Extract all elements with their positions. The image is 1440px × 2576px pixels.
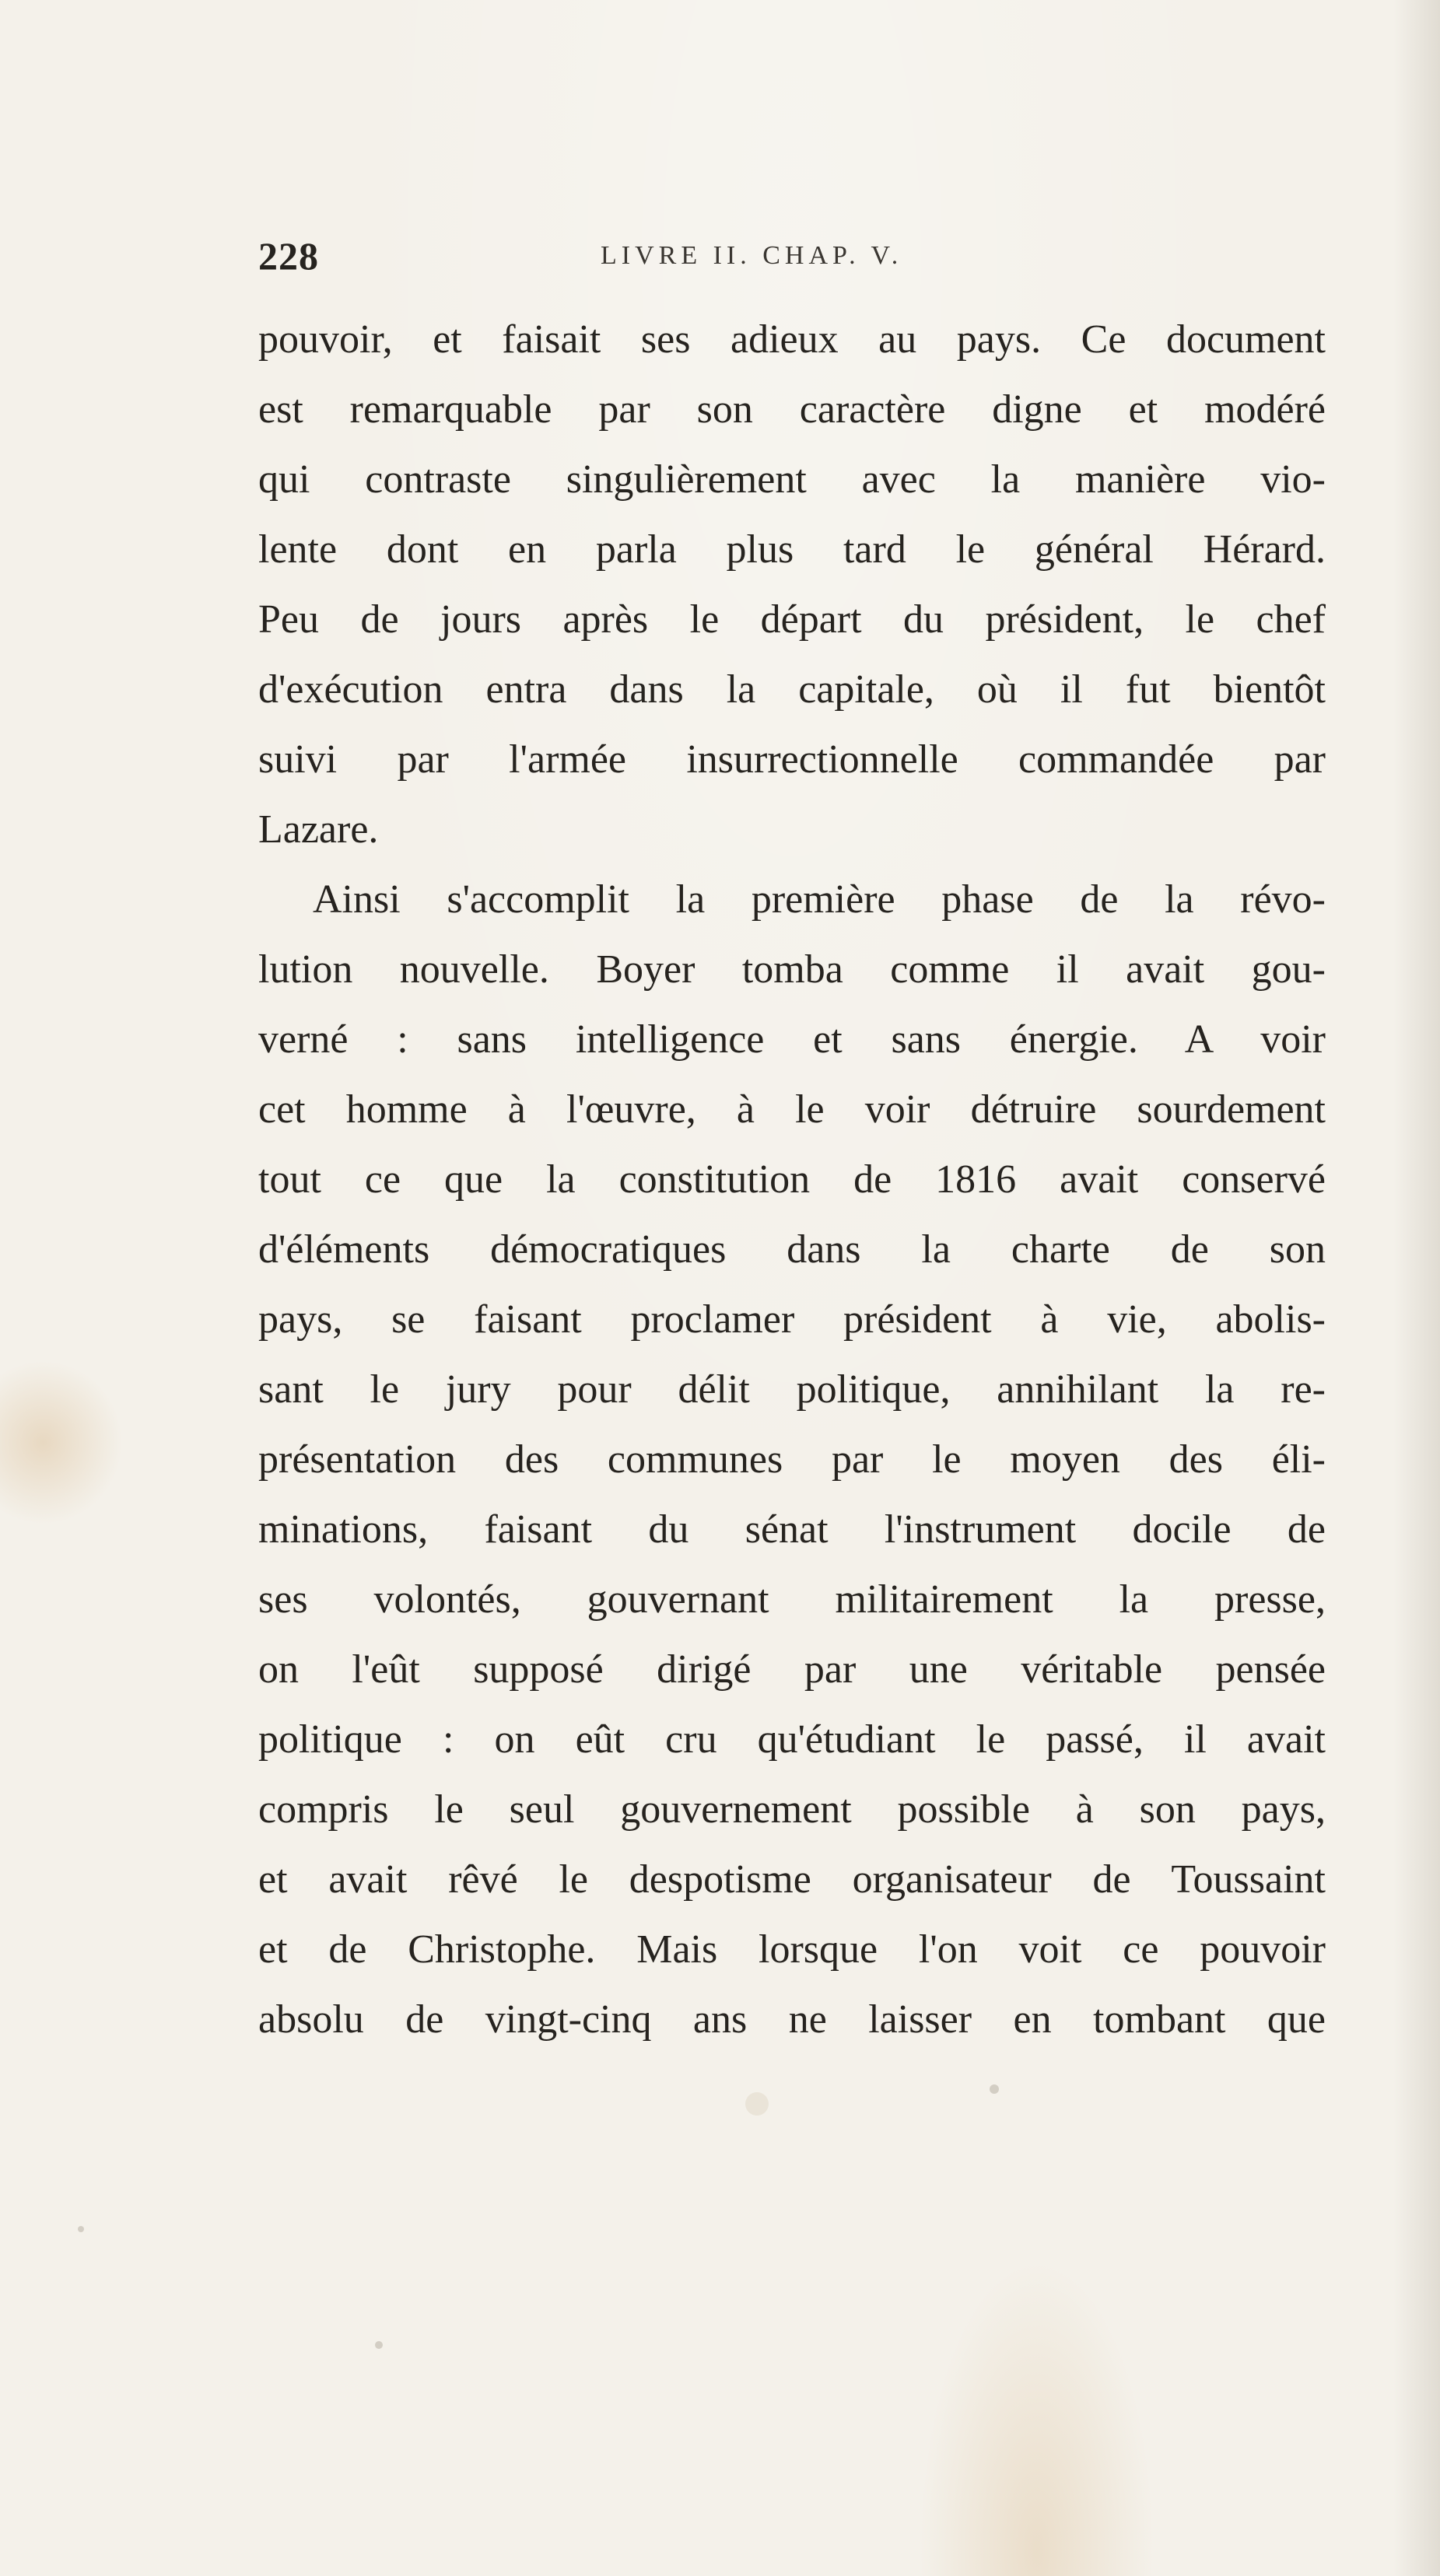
text-line: d'éléments démocratiques dans la charte de son [258, 1227, 1326, 1272]
page-edge-shadow [1393, 0, 1440, 2576]
text-line: lution nouvelle. Boyer tomba comme il avait gou- [258, 947, 1326, 992]
text-line: ses volontés, gouvernant militairement la presse, [258, 1577, 1326, 1622]
running-head: LIVRE II. CHAP. V. [601, 241, 903, 270]
text-line: tout ce que la constitution de 1816 avait conservé [258, 1157, 1326, 1202]
text-line: est remarquable par son caractère digne et modéré [258, 387, 1326, 432]
paper-speck [990, 2084, 999, 2094]
page-header [258, 233, 1332, 296]
text-line: Lazare. [258, 807, 379, 852]
text-line: lente dont en parla plus tard le général Hérard. [258, 527, 1326, 572]
text-line: qui contraste singulièrement avec la manière vio- [258, 457, 1326, 502]
body-text [258, 305, 1326, 2055]
text-line: Ainsi s'accomplit la première phase de la révo- [313, 877, 1326, 922]
paper-speck [375, 2341, 383, 2349]
text-line: compris le seul gouvernement possible à son pays, [258, 1787, 1326, 1832]
text-line: absolu de vingt-cinq ans ne laisser en tombant que [258, 1997, 1326, 2042]
text-line: suivi par l'armée insurrectionnelle commandée par [258, 737, 1326, 782]
text-line: verné : sans intelligence et sans énergie. A voir [258, 1017, 1326, 1062]
paper-speck [745, 2092, 769, 2116]
text-line: minations, faisant du sénat l'instrument docile de [258, 1507, 1326, 1552]
text-line: pays, se faisant proclamer président à vie, abolis- [258, 1297, 1326, 1342]
text-line: présentation des communes par le moyen des éli- [258, 1437, 1326, 1482]
text-line: et de Christophe. Mais lorsque l'on voit ce pouvoir [258, 1927, 1326, 1972]
page-number: 228 [258, 234, 319, 278]
text-line: sant le jury pour délit politique, annihilant la re- [258, 1367, 1326, 1412]
text-line: on l'eût supposé dirigé par une véritable pensée [258, 1647, 1326, 1692]
text-line: politique : on eût cru qu'étudiant le passé, il avait [258, 1717, 1326, 1762]
text-line: et avait rêvé le despotisme organisateur de Toussaint [258, 1857, 1326, 1902]
text-line: cet homme à l'œuvre, à le voir détruire sourdement [258, 1087, 1326, 1132]
text-line: pouvoir, et faisait ses adieux au pays. Ce document [258, 317, 1326, 362]
paper-speck [78, 2226, 84, 2232]
text-line: Peu de jours après le départ du président, le chef [258, 597, 1326, 642]
text-line: d'exécution entra dans la capitale, où il fut bientôt [258, 667, 1326, 712]
